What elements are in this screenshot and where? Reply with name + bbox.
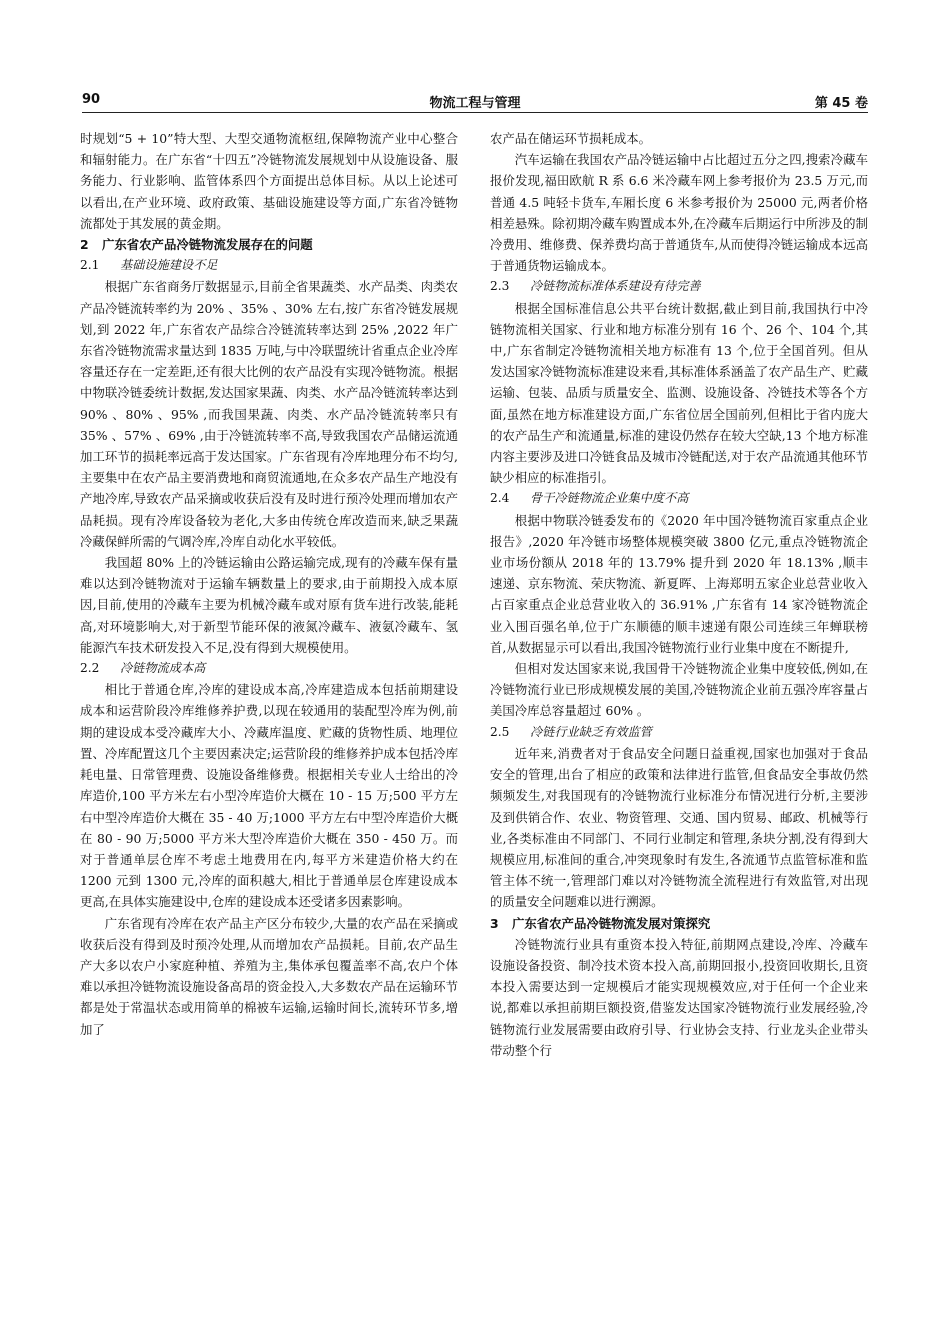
paragraph: 冷链物流行业具有重资本投入特征,前期网点建设,冷库、冷藏车设施设备投资、制冷技术资本投入高,前期回报小,投资回收期长,且资本投入需要达到一定规模后才能实现规模效应,对于任何一个企业来说,都难以承担前期巨额投资,借鉴发达国家冷链物流行业发展经验,冷链物流行业发展需要由政府引导、行业协会支持、行业龙头企业带头带动整个行 xyxy=(490,936,868,1058)
subsection-title: 冷链行业缺乏有效监管 xyxy=(530,724,652,739)
subsection-number: 2.1 xyxy=(80,258,100,273)
page-header xyxy=(82,88,868,113)
subsection-heading-2-5 xyxy=(490,722,868,743)
paragraph: 相比于普通仓库,冷库的建设成本高,冷库建造成本包括前期建设成本和运营阶段冷库维修养护费,以现在较通用的装配型冷库为例,前期的建设成本受冷藏库大小、冷藏库温度、贮藏的货物性质、地理位置、冷库配置这几个主要因素决定;运营阶段的维修养护成本包括冷库耗电量、日常管理费、设施设备维修费。根据相关专业人士给出的冷库造价,100 平方米左右小型冷库造价大概在 10 - 15 万;500 平方左右中型冷库造价大概在 35 - 40 万;1000 平方左右中型冷库造价大概在 80 - 90 万;5000 平方米大型冷库造价大概在 350 - 450 万。而对于普通单层仓库不考虑土地费用在内,每平方米建造价格大约在 1200 元到 1300 元,冷库的面积越大,相比于普通单层仓库建设成本更高,在具体实施建设中,仓库的建设成本还受诸多因素影响。 xyxy=(80,682,458,910)
section-number: 2 xyxy=(80,237,89,253)
paragraph: 时规划“5 + 10”特大型、大型交通物流枢纽,保障物流产业中心整合和辐射能力。在广东省“十四五”冷链物流发展规划中从设施设备、服务能力、行业影响、监管体系四个方面提出总体目标。从以上论述可以看出,在产业环境、政府政策、基础设施建设等方面,广东省冷链物流都处于其发展的黄金期。 xyxy=(80,131,458,231)
subsection-title: 冷链物流成本高 xyxy=(120,661,206,676)
subsection-number: 2.4 xyxy=(490,491,510,506)
volume-label: 第 45 卷 xyxy=(814,96,868,111)
subsection-number: 2.5 xyxy=(490,724,510,739)
section-number: 3 xyxy=(490,915,499,931)
section-title: 广东省农产品冷链物流发展对策探究 xyxy=(512,915,711,931)
paragraph: 近年来,消费者对于食品安全问题日益重视,国家也加强对于食品安全的管理,出台了相应的政策和法律进行监管,但食品安全事故仍然频频发生,对我国现有的冷链物流行业标准分布情况进行分析,主要涉及到供销合作、农业、物资管理、交通、国内贸易、邮政、机械等行业,各类标准由不同部门、不同行业制定和管理,条块分割,没有得到大规模应用,标准间的重合,冲突现象时有发生,各流通节点监管标准和监管主体不统一,管理部门难以对冷链物流全流程进行有效监管,对出现的质量安全问题难以进行溯源。 xyxy=(490,745,868,910)
subsection-title: 骨干冷链物流企业集中度不高 xyxy=(530,491,689,506)
paragraph: 农产品在储运环节损耗成本。 xyxy=(490,131,652,146)
paragraph: 根据广东省商务厅数据显示,目前全省果蔬类、水产品类、肉类农产品冷链流转率约为 20% 、35% 、30% 左右,按广东省冷链发展规划,到 2022 年,广东省农产品综合冷链流转率达到 25% ,2022 年广东省冷链物流需求量达到 1835 万吨,与中冷联盟统计省重点企业冷库容量还存在一定差距,还有很大比例的农产品没有实现冷链物流。根据中物联冷链委统计数据,发达国家果蔬、肉类、水产品冷链流转率达到 90% 、80% 、95% ,而我国果蔬、肉类、水产品冷链流转率只有 35% 、57% 、69% ,由于冷链流转率不高,导致我国农产品储运流通加工环节的损耗率远高于发达国家。广东省现有冷库地理分布不均匀,主要集中在农产品主要消费地和商贸流通地,在众多农产品生产地没有产地冷库,导致农产品采摘或收获后没有及时进行预冷处理而增加农产品耗损。现有冷库设备较为老化,大多由传统仓库改造而来,缺乏果蔬冷藏保鲜所需的气调冷库,冷库自动化水平较低。 xyxy=(80,279,458,549)
subsection-heading-2-3 xyxy=(490,276,868,297)
page-number: 90 xyxy=(82,92,101,107)
section-title: 广东省农产品冷链物流发展存在的问题 xyxy=(102,237,313,253)
subsection-heading-2-4 xyxy=(490,488,868,509)
journal-title: 物流工程与管理 xyxy=(429,96,521,111)
subsection-title: 基础设施建设不足 xyxy=(120,258,218,273)
subsection-heading-2-2 xyxy=(80,658,458,679)
subsection-heading-2-1 xyxy=(80,255,458,276)
paragraph: 根据中物联冷链委发布的《2020 年中国冷链物流百家重点企业报告》,2020 年冷链市场整体规模突破 3800 亿元,重点冷链物流企业市场份额从 2018 年的 13.79% 提升到 2020 年 18.13% ,顺丰速递、京东物流、荣庆物流、新夏晖、上海郑明五家企业总营业收入占百家重点企业总营业收入的 36.91% ,广东省有 14 家冷链物流企业入围百强名单,位于广东顺德的顺丰速递有限公司连续三年蝉联榜首,从数据显示可以看出,我国冷链物流行业行业集中度在不断提升, xyxy=(490,512,868,655)
section-heading-3 xyxy=(490,913,868,934)
section-heading-2 xyxy=(80,234,458,255)
subsection-number: 2.2 xyxy=(80,661,100,676)
paragraph: 根据全国标准信息公共平台统计数据,截止到目前,我国执行中冷链物流相关国家、行业和地方标准分别有 16 个、26 个、104 个,其中,广东省制定冷链物流相关地方标准有 13 个,位于全国首列。但从发达国家冷链物流标准建设来看,其标准体系涵盖了农产品生产、贮藏运输、包装、品质与质量安全、监测、设施设备、冷链技术等各个方面,虽然在地方标准建设方面,广东省位居全国前列,但相比于省内庞大的农产品生产和流通量,标准的建设仍然存在较大空缺,13 个地方标准内容主要涉及进口冷链食品及城市冷链配送,对于农产品流通其他环节缺少相应的标准指引。 xyxy=(490,300,868,486)
paragraph: 汽车运输在我国农产品冷链运输中占比超过五分之四,搜索冷藏车报价发现,福田欧航 R 系 6.6 米冷藏车网上参考报价为 23.5 万元,而普通 4.5 吨轻卡货车,车厢长度 6 米参考报价为 25000 元,两者价格相差悬殊。除初期冷藏车购置成本外,在冷藏车后期运行中所涉及的制冷费用、维修费、保养费均高于普通货车,从而使得冷链运输成本远高于普通货物运输成本。 xyxy=(490,152,868,274)
subsection-title: 冷链物流标准体系建设有待完善 xyxy=(530,279,701,294)
right-column xyxy=(490,128,868,1061)
subsection-number: 2.3 xyxy=(490,279,510,294)
paragraph: 广东省现有冷库在农产品主产区分布较少,大量的农产品在采摘或收获后没有得到及时预冷处理,从而增加农产品损耗。目前,农产品生产大多以农户小家庭种植、养殖为主,集体承包覆盖率不高,农户个体难以承担冷链物流设施设备高昂的资金投入,大多数农产品在运输环节都是处于常温状态或用简单的棉被车运输,运输时间长,流转环节多,增加了 xyxy=(80,915,458,1037)
paragraph: 但相对发达国家来说,我国骨干冷链物流企业集中度较低,例如,在冷链物流行业已形成规模发展的美国,冷链物流企业前五强冷库容量占美国冷库总容量超过 60% 。 xyxy=(490,661,868,719)
left-column xyxy=(80,128,458,1040)
paragraph: 我国超 80% 上的冷链运输由公路运输完成,现有的冷藏车保有量难以达到冷链物流对于运输车辆数量上的要求,由于前期投入成本原因,目前,使用的冷藏车主要为机械冷藏车或对原有货车进行改装,能耗高,对环境影响大,对于新型节能环保的液氮冷藏车、液氨冷藏车、氢能源汽车技术研发投入不足,没有得到大规模使用。 xyxy=(80,555,458,655)
